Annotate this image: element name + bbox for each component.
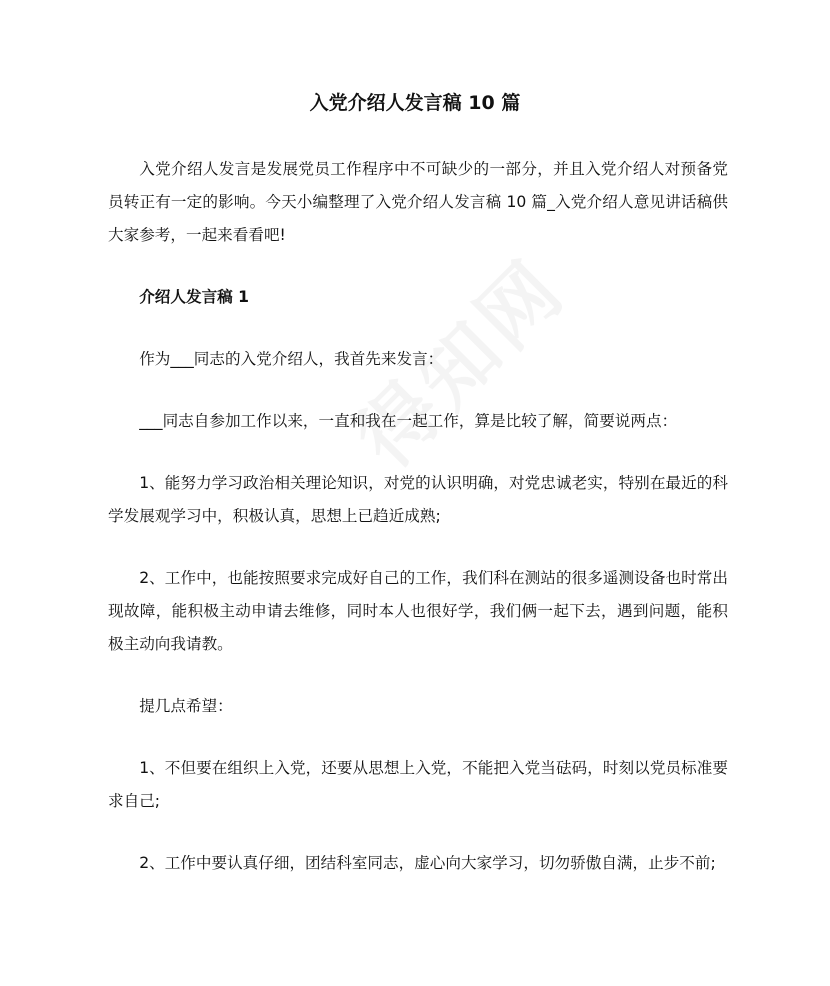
paragraph: 2、工作中要认真仔细，团结科室同志，虚心向大家学习，切勿骄傲自满，止步不前;: [139, 854, 716, 872]
intro-paragraph: 入党介绍人发言是发展党员工作程序中不可缺少的一部分，并且入党介绍人对预备党员转正有一定的影响。今天小编整理了入党介绍人发言稿 10 篇_入党介绍人意见讲话稿供大家参考，一起来看看吧!: [108, 160, 728, 244]
paragraph: ___同志自参加工作以来，一直和我在一起工作，算是比较了解，简要说两点：: [139, 412, 678, 430]
paragraph: 作为___同志的入党介绍人，我首先来发言：: [139, 350, 444, 368]
paragraph: 1、不但要在组织上入党，还要从思想上入党，不能把入党当砝码，时刻以党员标准要求自己;: [108, 759, 728, 810]
paragraph: 2、工作中，也能按照要求完成好自己的工作，我们科在测站的很多遥测设备也时常出现故障，能积极主动申请去维修，同时本人也很好学，我们俩一起下去，遇到问题，能积极主动向我请教。: [108, 569, 728, 653]
section-heading: 介绍人发言稿 1: [139, 288, 250, 306]
paragraph: 提几点希望：: [139, 697, 233, 715]
document-title: 入党介绍人发言稿 10 篇: [309, 92, 521, 114]
document-body: [108, 153, 728, 909]
paragraph: 1、能努力学习政治相关理论知识，对党的认识明确，对党忠诚老实，特别在最近的科学发展观学习中，积极认真，思想上已趋近成熟;: [108, 474, 728, 525]
